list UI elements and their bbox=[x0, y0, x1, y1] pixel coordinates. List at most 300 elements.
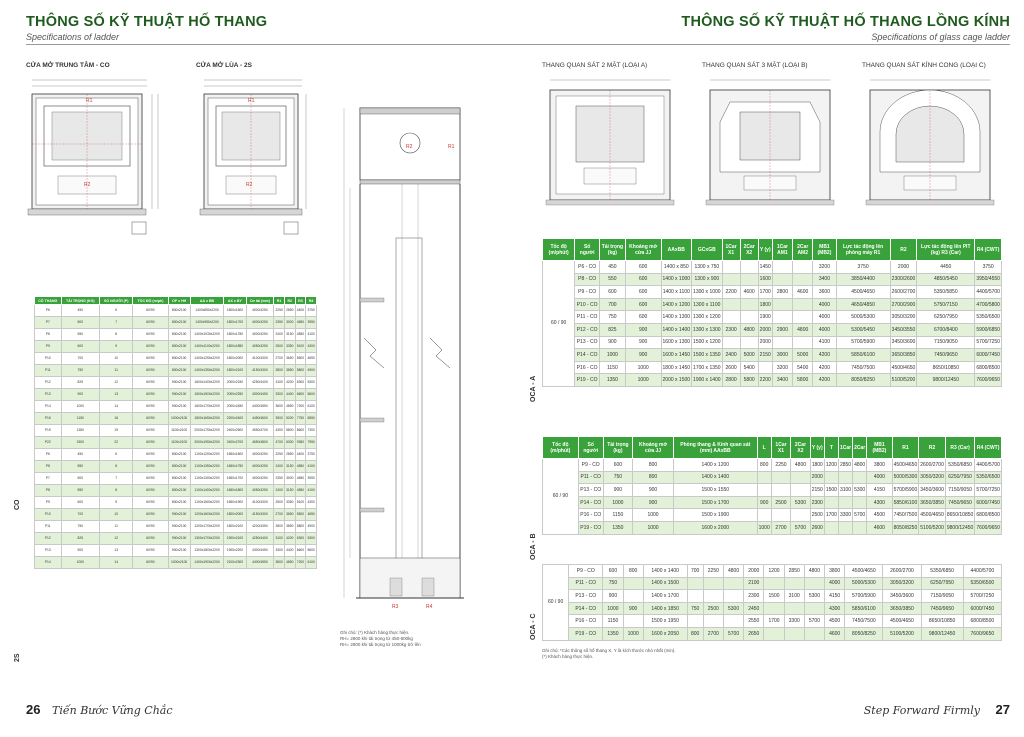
table-cell: 60/90 bbox=[133, 545, 168, 557]
table-cell: 1600x1500x2200 bbox=[190, 389, 224, 401]
table-cell bbox=[687, 615, 703, 628]
table-cell: 3600 bbox=[274, 401, 285, 413]
table-cell: 2700 bbox=[274, 353, 285, 365]
table-row bbox=[35, 521, 317, 533]
table-cell: 60/90 bbox=[133, 509, 168, 521]
table-cell: 450 bbox=[599, 261, 625, 274]
table-cell: 4100 bbox=[306, 485, 317, 497]
table-cell: 4000/4250 bbox=[246, 473, 274, 485]
table-cell: 4650 bbox=[306, 509, 317, 521]
table-cell: 3100 bbox=[274, 377, 285, 389]
table-header: R1 bbox=[892, 437, 919, 459]
table-cell: P19 - CO bbox=[578, 521, 603, 534]
table-cell: 4500 bbox=[867, 509, 892, 522]
table-cell: 3300 bbox=[838, 509, 852, 522]
table-cell: 7600/9650 bbox=[963, 627, 1001, 640]
table-cell: 3400 bbox=[772, 374, 792, 387]
table-cell: 4150/4300 bbox=[246, 509, 274, 521]
table-cell: P12 bbox=[35, 377, 62, 389]
table-cell bbox=[722, 298, 740, 311]
table-cell: 1000 bbox=[603, 602, 623, 615]
table-cell: 2150 bbox=[758, 349, 772, 362]
table-cell: 5700/7250 bbox=[975, 484, 1002, 497]
speed-cell: 60 / 90 bbox=[543, 261, 575, 387]
table-row bbox=[543, 484, 1002, 497]
table-cell: 1400 x 1400 bbox=[661, 323, 692, 336]
table-cell: 825 bbox=[61, 377, 100, 389]
table-cell: 900 bbox=[603, 484, 632, 497]
table-cell: 2400x2700 bbox=[224, 437, 246, 449]
table-row bbox=[35, 389, 317, 401]
table-cell: 3900 bbox=[274, 413, 285, 425]
table-cell bbox=[772, 311, 792, 324]
table-cell: 1000 bbox=[599, 349, 625, 362]
table-cell bbox=[784, 602, 804, 615]
table-cell: 1400x850x2200 bbox=[190, 305, 224, 317]
table-cell: 4650 bbox=[295, 317, 306, 329]
table-cell: 1800x2100 bbox=[224, 521, 246, 533]
svg-text:R2: R2 bbox=[406, 144, 413, 150]
table-cell: 1000 bbox=[757, 521, 771, 534]
table-cell bbox=[687, 590, 703, 603]
table-cell: 4400 bbox=[284, 389, 295, 401]
table-cell: 4800 bbox=[804, 565, 824, 578]
table-header: MB1 (MB2) bbox=[813, 239, 836, 261]
table-cell: 1300 x 1200 bbox=[692, 311, 723, 324]
header-divider bbox=[26, 44, 512, 45]
table-cell: 3200 bbox=[772, 361, 792, 374]
table-cell: 2600/2700 bbox=[883, 565, 921, 578]
table-cell: 2150 bbox=[810, 484, 824, 497]
table-cell: 60/90 bbox=[133, 353, 168, 365]
table-cell bbox=[838, 471, 852, 484]
section-note: Ghi chú: (*) Khách hàng thực hiện. RH= 2800 khi tải trọng từ 450-800kg RH= 2900 khi tải trọng từ 1000kg trở lên bbox=[340, 630, 421, 647]
table-cell: 1800x1600 bbox=[224, 305, 246, 317]
table-cell: 450 bbox=[61, 449, 100, 461]
table-cell: 4050/4250 bbox=[246, 485, 274, 497]
table-cell: 3150 bbox=[284, 329, 295, 341]
table-cell: 2250 bbox=[703, 565, 723, 578]
table-cell: 5350/5850 bbox=[917, 286, 975, 299]
table-cell: 2700 bbox=[771, 521, 790, 534]
table-cell: 7450/7500 bbox=[836, 361, 890, 374]
table-cell: P9 - CO bbox=[578, 459, 603, 472]
speed-cell: 60 / 90 bbox=[543, 565, 569, 641]
table-cell: 4100 bbox=[306, 461, 317, 473]
table-cell: 1000 bbox=[61, 557, 100, 569]
table-cell: P9 - CO bbox=[575, 286, 600, 299]
table-cell: 4500/4650 bbox=[919, 509, 946, 522]
table-cell: 6300 bbox=[284, 437, 295, 449]
table-row bbox=[35, 305, 317, 317]
shaft-section-drawing bbox=[330, 88, 480, 628]
table-cell: 4500 bbox=[825, 615, 845, 628]
table-cell: 1700 bbox=[764, 615, 784, 628]
table-cell: 4500/4650 bbox=[890, 361, 917, 374]
table-header: Y (y) bbox=[758, 239, 772, 261]
table-cell: 6800/8500 bbox=[975, 361, 1002, 374]
table-cell: 6000/7450 bbox=[975, 349, 1002, 362]
table-cell: 800x2100 bbox=[168, 497, 190, 509]
table-cell: 4000/4250 bbox=[246, 317, 274, 329]
table-cell: 3950 bbox=[306, 473, 317, 485]
table-cell: 6800/8500 bbox=[963, 615, 1001, 628]
table-cell: 2000x1950x2200 bbox=[190, 437, 224, 449]
table-cell: 3750 bbox=[306, 449, 317, 461]
table-cell: 5350/6500 bbox=[963, 577, 1001, 590]
table-cell: 7200 bbox=[295, 557, 306, 569]
table-cell: 1300 x 1000 bbox=[692, 286, 723, 299]
table-cell: 600 bbox=[61, 341, 100, 353]
table-cell: 1300 x 1300 bbox=[692, 323, 723, 336]
table-cell: 1200x1600x2200 bbox=[190, 509, 224, 521]
table-cell: 4400/5700 bbox=[975, 459, 1002, 472]
table-cell: 600 bbox=[625, 273, 661, 286]
table-cell: 5700/7250 bbox=[975, 336, 1002, 349]
table-cell: 2500 bbox=[274, 497, 285, 509]
table-header: Tốc độ (m/phút) bbox=[543, 437, 579, 459]
table-header: Lực tác động lên phòng máy R1 bbox=[836, 239, 890, 261]
view-label-c: THANG QUAN SÁT KÍNH CONG (LOẠI C) bbox=[862, 62, 986, 69]
table-cell: 6700/8400 bbox=[917, 323, 975, 336]
table-cell: 1500 x 1350 bbox=[692, 349, 723, 362]
table-cell: 8050/8250 bbox=[892, 521, 919, 534]
table-note: Ghi chú: *Các thông số hố thang X, Y là kích thước nhỏ nhất (min). (*) Khách hàng thực hiện. bbox=[542, 648, 676, 659]
table-cell: 4800 bbox=[740, 323, 758, 336]
table-cell: 1100x2100 bbox=[168, 437, 190, 449]
table-cell: 3100 bbox=[274, 533, 285, 545]
table-cell: 1900x2200 bbox=[224, 545, 246, 557]
table-cell: 800 bbox=[633, 471, 674, 484]
table-cell: P7 bbox=[35, 317, 62, 329]
table-cell: 3650 bbox=[284, 353, 295, 365]
table-cell: 4000 bbox=[867, 471, 892, 484]
table-cell bbox=[772, 273, 792, 286]
table-cell: 4200 bbox=[813, 349, 836, 362]
table-row bbox=[543, 286, 1002, 299]
table-cell: 7150/9050 bbox=[921, 590, 963, 603]
table-cell: 1800x1780 bbox=[224, 329, 246, 341]
group-label-co: CO bbox=[14, 499, 21, 510]
table-cell: 60/90 bbox=[133, 461, 168, 473]
table-header: 2Car X2 bbox=[740, 239, 758, 261]
table-cell bbox=[853, 471, 867, 484]
table-cell: 5100/5200 bbox=[890, 374, 917, 387]
table-cell bbox=[838, 521, 852, 534]
table-cell: 2600 bbox=[722, 361, 740, 374]
table-cell: 4000 bbox=[825, 577, 845, 590]
table-cell: 900 bbox=[603, 590, 623, 603]
table-row bbox=[35, 545, 317, 557]
table-cell: 4000/4250 bbox=[246, 329, 274, 341]
table-cell: 6800/8500 bbox=[975, 509, 1002, 522]
table-cell: 3950 bbox=[306, 317, 317, 329]
table-cell: 1100x1350x2200 bbox=[190, 461, 224, 473]
table-cell: 60/90 bbox=[133, 533, 168, 545]
table-cell: 1400 x 850 bbox=[661, 261, 692, 274]
table-cell: 5000/5300 bbox=[892, 471, 919, 484]
table-cell: 2250 bbox=[274, 305, 285, 317]
table-cell: 1800x1850 bbox=[224, 341, 246, 353]
table-cell: 1700 x 1350 bbox=[692, 361, 723, 374]
table-cell: 60/90 bbox=[133, 401, 168, 413]
table-header: 1Car bbox=[838, 437, 852, 459]
table-cell: 5100/5200 bbox=[883, 627, 921, 640]
table-cell: 4400/4550 bbox=[246, 401, 274, 413]
table-cell: 7600/9650 bbox=[975, 374, 1002, 387]
table-cell: 4100 bbox=[813, 336, 836, 349]
view-label-b: THANG QUAN SÁT 3 MẶT (LOẠI B) bbox=[702, 62, 808, 69]
table-cell: 1150 bbox=[603, 615, 623, 628]
table-cell: 6100 bbox=[306, 557, 317, 569]
table-cell: 1150 bbox=[61, 413, 100, 425]
table-cell: 2850 bbox=[838, 459, 852, 472]
table-cell: 600 bbox=[603, 459, 632, 472]
table-cell: 8050/8250 bbox=[836, 374, 890, 387]
table-cell: 2250 bbox=[274, 449, 285, 461]
table-cell: 10 bbox=[100, 353, 133, 365]
table-cell: 900 bbox=[61, 389, 100, 401]
table-cell: 1000x2100 bbox=[168, 413, 190, 425]
svg-text:R2: R2 bbox=[246, 182, 253, 188]
table-cell: 800x2100 bbox=[168, 473, 190, 485]
glass-cage-plan-a bbox=[540, 72, 690, 222]
table-cell: 1800 bbox=[810, 459, 824, 472]
table-cell: P8 bbox=[35, 485, 62, 497]
table-cell: P14 - CO bbox=[578, 496, 603, 509]
table-cell: 9800/12450 bbox=[917, 374, 975, 387]
table-cell: 7450/9650 bbox=[917, 349, 975, 362]
table-cell: 6250/7950 bbox=[945, 471, 974, 484]
table-cell: 8 bbox=[100, 461, 133, 473]
glass-cage-table-b bbox=[542, 436, 1002, 535]
table-cell: 8050/8250 bbox=[845, 627, 883, 640]
table-cell: 2650 bbox=[744, 627, 764, 640]
table-row bbox=[35, 413, 317, 425]
table-cell: 4000/4250 bbox=[246, 305, 274, 317]
table-cell: 1300x1800x2200 bbox=[190, 545, 224, 557]
table-row bbox=[35, 437, 317, 449]
table-header: Y (y) bbox=[810, 437, 824, 459]
table-cell bbox=[764, 602, 784, 615]
glass-cage-plan-c bbox=[860, 72, 1010, 222]
table-cell: 3750 bbox=[975, 261, 1002, 274]
table-cell: P14 bbox=[35, 557, 62, 569]
table-row bbox=[35, 401, 317, 413]
table-cell: 3200 bbox=[813, 261, 836, 274]
table-row bbox=[35, 473, 317, 485]
table-cell: 3000 bbox=[284, 317, 295, 329]
table-cell: 5700/5900 bbox=[836, 336, 890, 349]
table-cell: 2850 bbox=[284, 449, 295, 461]
table-cell: 1400x1350x2200 bbox=[190, 365, 224, 377]
table-cell bbox=[722, 311, 740, 324]
table-cell: 900 bbox=[625, 336, 661, 349]
table-header: CÔ THANG bbox=[35, 297, 62, 305]
table-cell: 700 bbox=[599, 298, 625, 311]
table-cell: 1600 x 2050 bbox=[643, 627, 687, 640]
table-cell: 4600 bbox=[740, 286, 758, 299]
table-cell: 550 bbox=[599, 273, 625, 286]
table-cell bbox=[723, 577, 743, 590]
table-cell: 2700/2900 bbox=[890, 298, 917, 311]
table-cell bbox=[740, 298, 758, 311]
table-cell bbox=[723, 590, 743, 603]
table-cell: 1500 x 1900 bbox=[673, 509, 757, 522]
table-cell: 1000 bbox=[623, 627, 643, 640]
table-cell: 9800/12450 bbox=[921, 627, 963, 640]
table-cell: P8 bbox=[35, 329, 62, 341]
table-cell: 1000x2100 bbox=[168, 557, 190, 569]
table-cell: 1150 bbox=[599, 361, 625, 374]
table-row bbox=[35, 341, 317, 353]
table-cell: 2300/2600 bbox=[890, 273, 917, 286]
table-cell: 1800x1700 bbox=[224, 317, 246, 329]
table-cell: 3000 bbox=[772, 349, 792, 362]
table-cell: 4850 bbox=[295, 461, 306, 473]
svg-text:R3: R3 bbox=[392, 604, 399, 610]
table-cell: 4850 bbox=[295, 329, 306, 341]
table-cell: 60/90 bbox=[133, 413, 168, 425]
table-cell bbox=[838, 496, 852, 509]
table-cell bbox=[824, 471, 838, 484]
view-label-a: THANG QUAN SÁT 2 MẶT (LOẠI A) bbox=[542, 62, 648, 69]
table-cell bbox=[793, 298, 813, 311]
table-header: R3 (Car) bbox=[945, 437, 974, 459]
table-cell: 3050/3200 bbox=[919, 471, 946, 484]
table-cell: P11 bbox=[35, 365, 62, 377]
table-header: 2Car AM2 bbox=[793, 239, 813, 261]
table-cell: P12 bbox=[35, 533, 62, 545]
table-cell: 2200x2400 bbox=[224, 413, 246, 425]
table-cell: 11 bbox=[100, 521, 133, 533]
table-row bbox=[35, 485, 317, 497]
table-cell: 900 bbox=[633, 496, 674, 509]
table-cell: 4300/4450 bbox=[246, 545, 274, 557]
table-cell: 2400 bbox=[274, 461, 285, 473]
table-cell: 2800 bbox=[772, 286, 792, 299]
table-cell: 1600 x 1300 bbox=[661, 336, 692, 349]
table-cell: P9 - CO bbox=[569, 565, 603, 578]
table-cell: P9 bbox=[35, 341, 62, 353]
table-cell: 9350 bbox=[295, 437, 306, 449]
table-cell: 14 bbox=[100, 557, 133, 569]
table-cell: 3100 bbox=[838, 484, 852, 497]
table-cell: 4200 bbox=[284, 377, 295, 389]
table-cell: 4800 bbox=[791, 459, 810, 472]
table-row bbox=[35, 425, 317, 437]
table-cell: 2700 bbox=[703, 627, 723, 640]
table-header: GCxGB bbox=[692, 239, 723, 261]
table-cell: P8 - CO bbox=[575, 273, 600, 286]
table-cell: 4250/4400 bbox=[246, 377, 274, 389]
table-cell: 5700/7250 bbox=[963, 590, 1001, 603]
table-cell: 900 bbox=[625, 323, 661, 336]
table-cell bbox=[703, 615, 723, 628]
table-cell: 4300/4450 bbox=[246, 389, 274, 401]
table-cell: P13 - CO bbox=[578, 484, 603, 497]
table-cell: P14 - CO bbox=[575, 349, 600, 362]
table-cell: 3450/3550 bbox=[890, 323, 917, 336]
table-cell: 900 bbox=[625, 349, 661, 362]
table-header: Số người bbox=[575, 239, 600, 261]
table-row bbox=[543, 374, 1002, 387]
table-cell: 5800 bbox=[295, 521, 306, 533]
table-cell: 4250/4400 bbox=[246, 533, 274, 545]
table-header: 1Car AM1 bbox=[772, 239, 792, 261]
table-cell: 4000 bbox=[813, 298, 836, 311]
table-cell: 5350/6850 bbox=[945, 459, 974, 472]
table-cell: 4300 bbox=[825, 602, 845, 615]
table-cell: 6250/7950 bbox=[921, 577, 963, 590]
table-cell: 5300 bbox=[306, 377, 317, 389]
table-cell: 13 bbox=[100, 545, 133, 557]
table-row bbox=[35, 449, 317, 461]
table-cell: 6 bbox=[100, 305, 133, 317]
table-cell: 500 bbox=[61, 317, 100, 329]
table-cell: 5500 bbox=[295, 509, 306, 521]
table-cell: 1900x2100 bbox=[224, 533, 246, 545]
table-cell: 800 bbox=[757, 459, 771, 472]
table-cell bbox=[793, 336, 813, 349]
table-cell: 4100/4300 bbox=[246, 353, 274, 365]
table-cell: 60/90 bbox=[133, 305, 168, 317]
table-cell bbox=[793, 311, 813, 324]
table-a-side-label: OCA - A bbox=[530, 375, 537, 402]
svg-text:R1: R1 bbox=[248, 98, 255, 104]
table-row bbox=[543, 590, 1002, 603]
table-cell: 700 bbox=[61, 353, 100, 365]
table-cell: 1500 bbox=[61, 437, 100, 449]
table-row bbox=[35, 353, 317, 365]
table-cell: 4150 bbox=[825, 590, 845, 603]
table-c-side-label: OCA - C bbox=[530, 613, 537, 640]
table-cell: 2600/2700 bbox=[890, 286, 917, 299]
table-row bbox=[35, 497, 317, 509]
table-cell: 3050/3200 bbox=[883, 577, 921, 590]
glass-cage-table-c bbox=[542, 564, 1002, 641]
table-cell: 1400 x 1000 bbox=[661, 273, 692, 286]
table-cell: P14 - CO bbox=[569, 602, 603, 615]
table-cell: 4300 bbox=[867, 496, 892, 509]
table-cell: P13 bbox=[35, 389, 62, 401]
table-cell: 60/90 bbox=[133, 521, 168, 533]
table-header: Lực tác động lên PIT (kg) R3 (Car) bbox=[917, 239, 975, 261]
table-cell: 5100/5200 bbox=[919, 521, 946, 534]
table-cell: 1000 bbox=[625, 374, 661, 387]
table-row bbox=[35, 533, 317, 545]
table-cell: 6300 bbox=[295, 377, 306, 389]
table-cell: 5300 bbox=[791, 496, 810, 509]
table-row bbox=[543, 361, 1002, 374]
table-cell: 10 bbox=[100, 509, 133, 521]
table-cell: 7200 bbox=[295, 401, 306, 413]
table-cell: 2900 bbox=[772, 323, 792, 336]
table-cell: 4650/4800 bbox=[246, 437, 274, 449]
table-cell: 3450/3600 bbox=[919, 484, 946, 497]
table-cell: 7150/9050 bbox=[945, 484, 974, 497]
table-cell: 2000x2250 bbox=[224, 389, 246, 401]
table-cell: 4500/4650 bbox=[836, 286, 890, 299]
table-cell: 4850 bbox=[295, 485, 306, 497]
table-header: R4 (CWT) bbox=[975, 437, 1002, 459]
table-row bbox=[543, 459, 1002, 472]
table-cell: 3150 bbox=[284, 485, 295, 497]
table-cell: P8 bbox=[35, 461, 62, 473]
table-header: R4 (CWT) bbox=[975, 239, 1002, 261]
table-cell: 4600 bbox=[825, 627, 845, 640]
table-cell: 450 bbox=[61, 305, 100, 317]
